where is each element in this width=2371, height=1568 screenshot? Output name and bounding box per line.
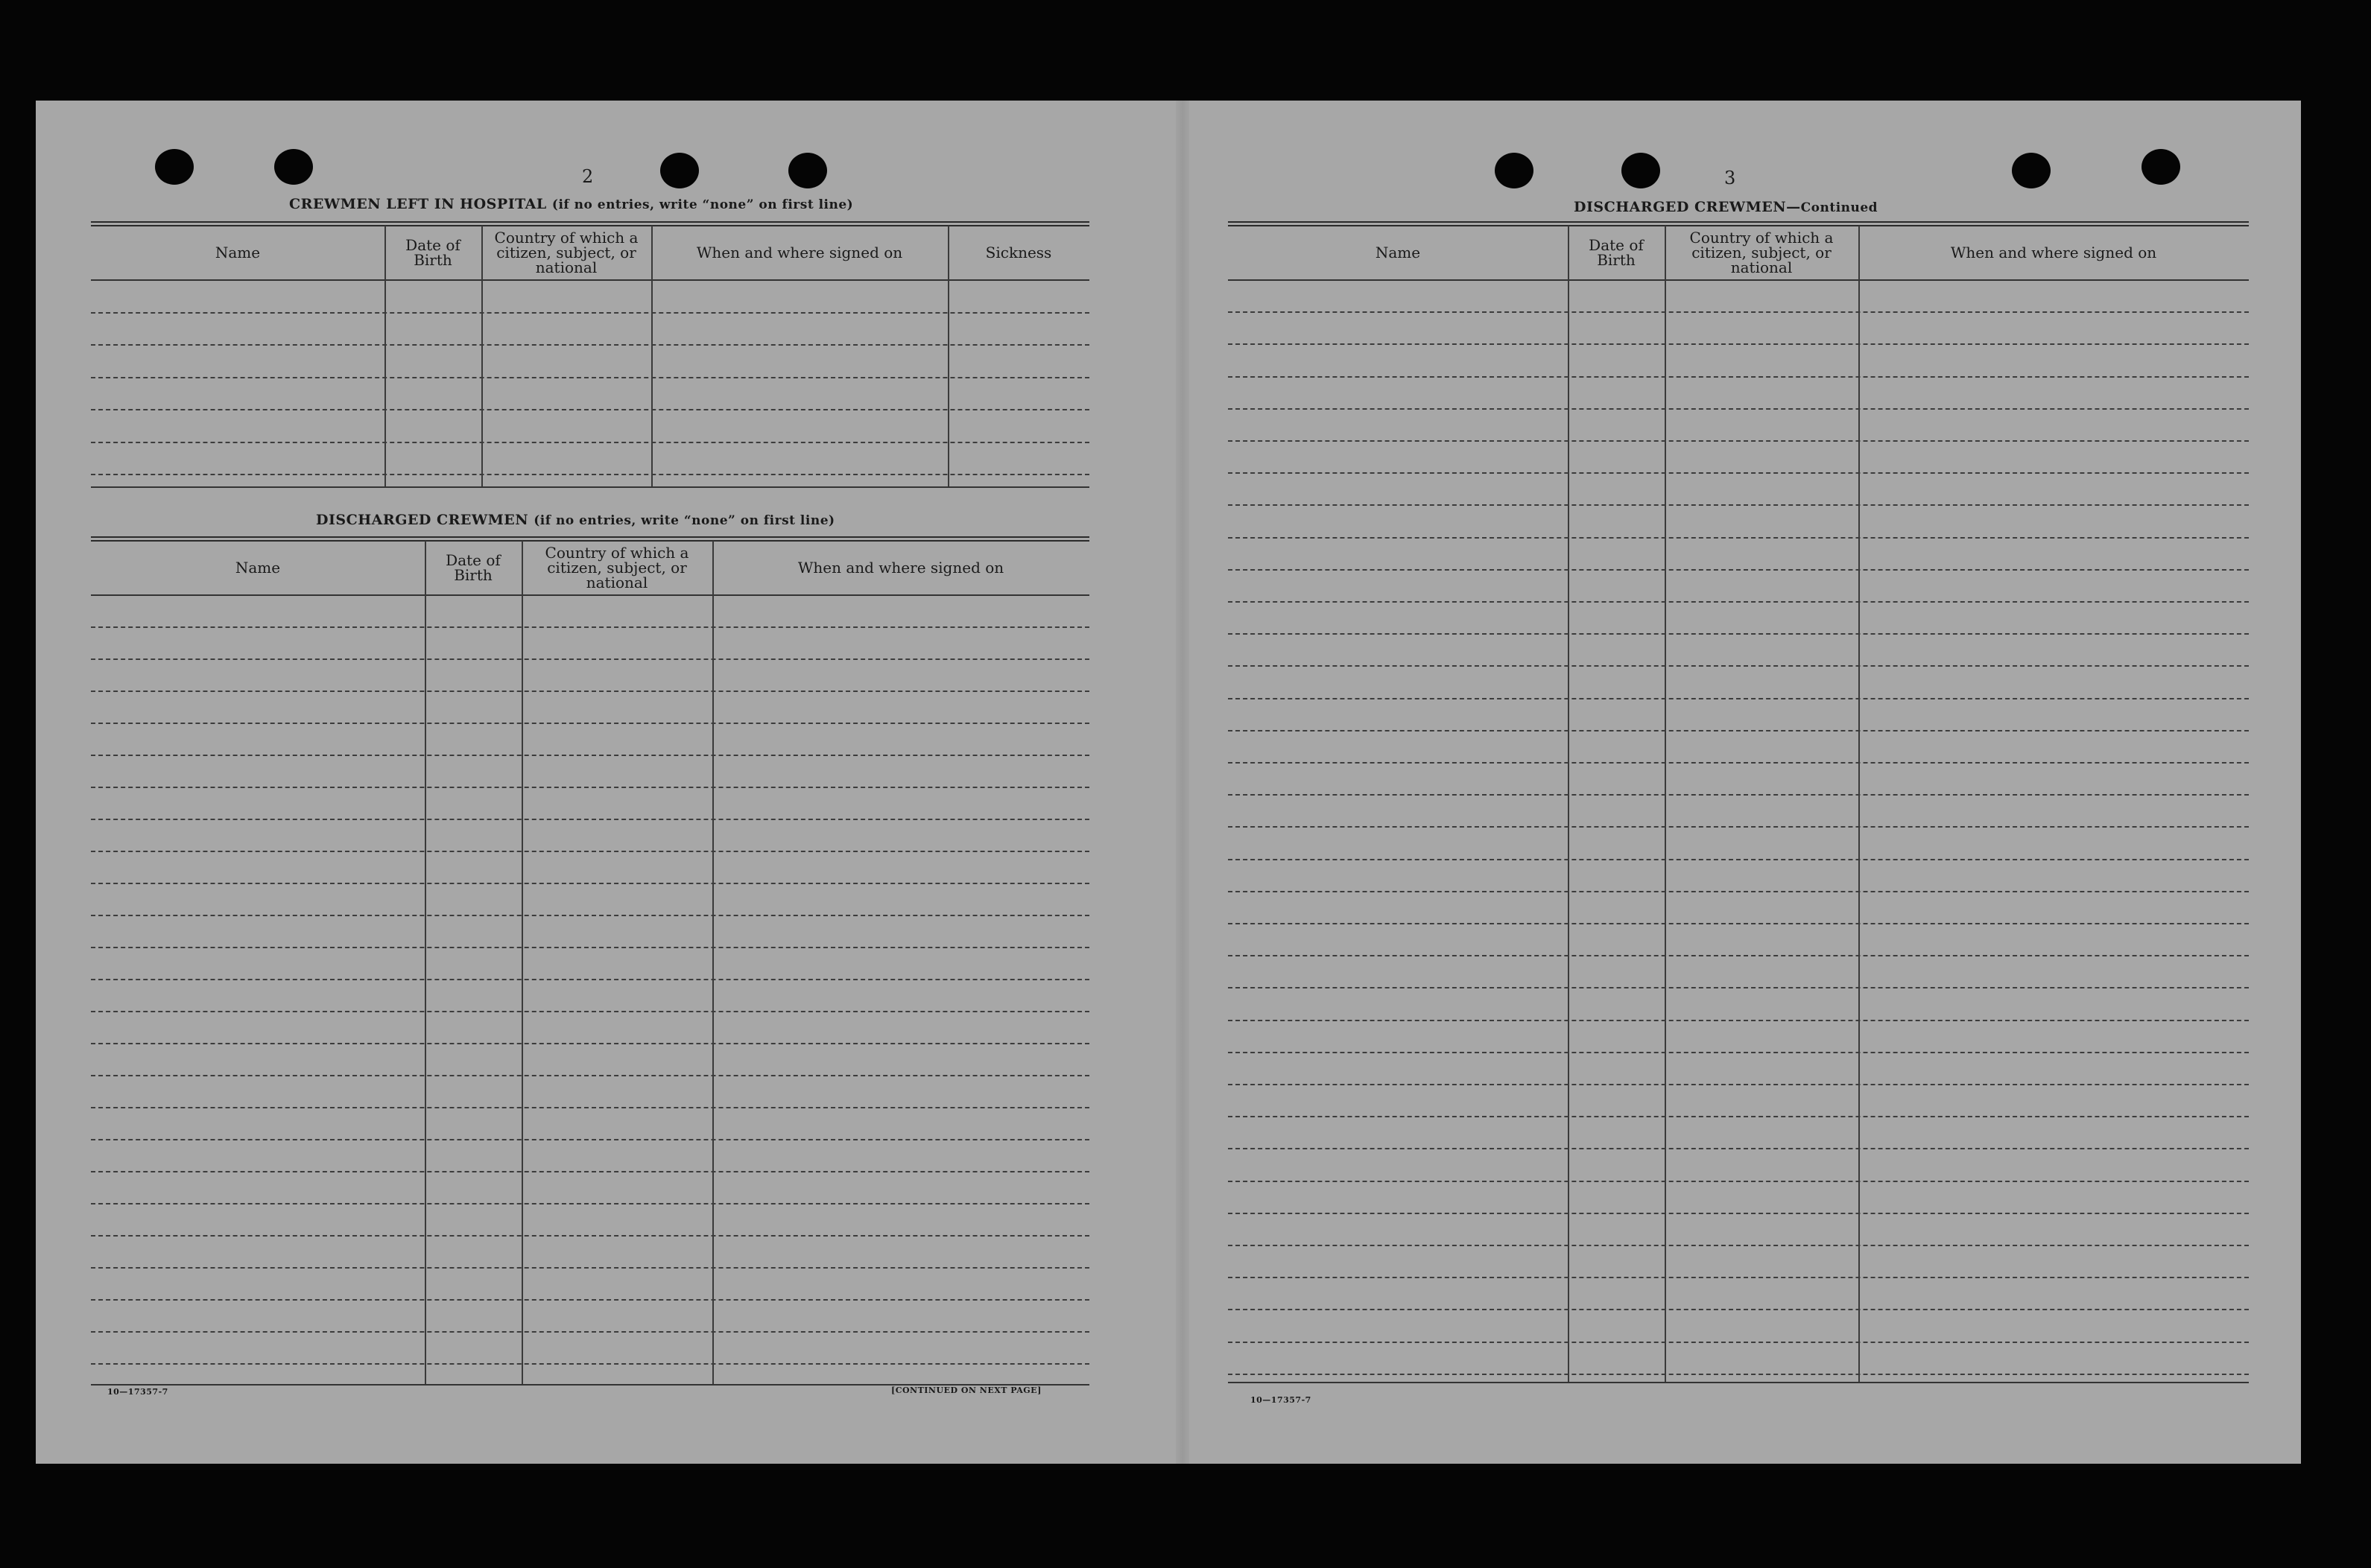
table-row-line <box>91 947 1089 948</box>
table-row-line <box>1228 859 2249 860</box>
table-row-line <box>1228 343 2249 345</box>
table-row-line <box>1228 762 2249 764</box>
column-header: Name <box>215 244 261 261</box>
table-row-line <box>1228 730 2249 731</box>
table-row-line <box>91 409 1089 410</box>
table-row-line <box>91 312 1089 314</box>
column-divider <box>712 541 714 1386</box>
table-row-line <box>91 1331 1089 1333</box>
discharged-table <box>91 536 1089 1386</box>
column-divider <box>1568 226 1569 1383</box>
column-header: Country of which a citizen, subject, or national <box>545 544 689 591</box>
discharged-section-title: DISCHARGED CREWMEN (if no entries, write “none” on first line) <box>316 512 835 528</box>
table-row-line <box>91 755 1089 756</box>
column-divider <box>1665 226 1666 1383</box>
table-row-line <box>91 377 1089 378</box>
table-row-line <box>1228 794 2249 796</box>
column-divider <box>651 226 653 488</box>
table-row-line <box>1228 955 2249 956</box>
table-row-line <box>91 344 1089 346</box>
table-row-line <box>91 1139 1089 1140</box>
table-row-line <box>91 787 1089 788</box>
column-header: Name <box>235 559 281 577</box>
hospital-section-title: CREWMEN LEFT IN HOSPITAL (if no entries, write “none” on first line) <box>289 196 854 212</box>
table-row-line <box>1228 1213 2249 1214</box>
table-row-line <box>91 915 1089 916</box>
table-row-line <box>1228 1116 2249 1117</box>
discharged-continued-table <box>1228 221 2249 1383</box>
table-row-line <box>1228 569 2249 571</box>
table-row-line <box>1228 665 2249 667</box>
table-row-line <box>91 819 1089 820</box>
header-rule <box>91 279 1089 281</box>
table-row-line <box>1228 1245 2249 1246</box>
table-row-line <box>1228 440 2249 442</box>
column-divider <box>522 541 523 1386</box>
table-bottom-rule <box>1228 1382 2249 1383</box>
table-top-rule <box>91 225 1089 226</box>
table-row-line <box>1228 987 2249 988</box>
table-row-line <box>1228 311 2249 313</box>
table-row-line <box>91 1203 1089 1204</box>
table-row-line <box>1228 826 2249 828</box>
table-row-line <box>1228 1374 2249 1375</box>
table-row-line <box>1228 601 2249 603</box>
table-row-line <box>91 1107 1089 1108</box>
column-header: Date of Birth <box>1589 236 1644 269</box>
punch-hole <box>2142 149 2180 185</box>
header-rule <box>91 594 1089 596</box>
hospital-table <box>91 221 1089 488</box>
column-divider <box>425 541 426 1386</box>
table-row-line <box>1228 408 2249 410</box>
form-number: 10—17357-7 <box>107 1387 168 1397</box>
table-row-line <box>91 979 1089 980</box>
column-header: Country of which a citizen, subject, or national <box>1689 229 1834 276</box>
table-row-line <box>91 1043 1089 1044</box>
column-header: When and where signed on <box>797 559 1004 577</box>
column-divider <box>1858 226 1860 1383</box>
column-header: Name <box>1375 244 1421 261</box>
punch-hole <box>788 153 827 188</box>
table-row-line <box>91 1267 1089 1269</box>
form-number: 10—17357-7 <box>1250 1395 1311 1405</box>
table-row-line <box>1228 698 2249 699</box>
table-row-line <box>1228 537 2249 539</box>
table-row-line <box>1228 472 2249 474</box>
column-divider <box>481 226 483 488</box>
column-header: Country of which a citizen, subject, or national <box>494 229 639 276</box>
header-rule <box>1228 279 2249 281</box>
table-row-line <box>1228 376 2249 378</box>
document-sheet <box>36 101 2301 1464</box>
column-header: Date of Birth <box>405 236 460 269</box>
table-row-line <box>91 626 1089 628</box>
punch-hole <box>2012 153 2051 188</box>
column-divider <box>948 226 949 488</box>
table-top-rule <box>91 221 1089 223</box>
punch-hole <box>155 149 194 185</box>
column-header: When and where signed on <box>696 244 903 261</box>
table-row-line <box>1228 1309 2249 1310</box>
table-row-line <box>1228 504 2249 506</box>
table-top-rule <box>1228 225 2249 226</box>
column-header: When and where signed on <box>1950 244 2157 261</box>
table-row-line <box>1228 1052 2249 1053</box>
table-row-line <box>1228 1181 2249 1182</box>
table-top-rule <box>91 536 1089 538</box>
table-top-rule <box>1228 221 2249 223</box>
table-row-line <box>91 1299 1089 1301</box>
table-row-line <box>1228 633 2249 635</box>
table-bottom-rule <box>91 486 1089 488</box>
table-row-line <box>91 1235 1089 1237</box>
table-row-line <box>1228 1277 2249 1278</box>
table-row-line <box>91 1363 1089 1365</box>
table-row-line <box>91 474 1089 475</box>
table-row-line <box>1228 923 2249 924</box>
table-row-line <box>91 883 1089 884</box>
column-divider <box>384 226 386 488</box>
page-fold <box>1176 101 1189 1464</box>
column-header: Sickness <box>985 244 1052 261</box>
table-row-line <box>91 1171 1089 1172</box>
continued-note: [CONTINUED ON NEXT PAGE] <box>891 1386 1042 1395</box>
punch-hole <box>660 153 699 188</box>
column-header: Date of Birth <box>446 551 501 584</box>
table-row-line <box>1228 1342 2249 1343</box>
punch-hole <box>274 149 313 185</box>
table-row-line <box>91 691 1089 692</box>
page-number: 2 <box>582 166 594 187</box>
discharged-continued-title: DISCHARGED CREWMEN—Continued <box>1574 199 1878 215</box>
table-row-line <box>1228 891 2249 892</box>
table-row-line <box>91 723 1089 724</box>
punch-hole <box>1621 153 1660 188</box>
punch-hole <box>1495 153 1533 188</box>
page-number: 3 <box>1724 168 1736 188</box>
table-row-line <box>1228 1020 2249 1021</box>
table-row-line <box>91 851 1089 852</box>
table-row-line <box>1228 1148 2249 1149</box>
table-row-line <box>91 1011 1089 1012</box>
table-row-line <box>91 442 1089 443</box>
table-row-line <box>91 1075 1089 1076</box>
table-row-line <box>91 658 1089 660</box>
table-top-rule <box>91 540 1089 542</box>
table-row-line <box>1228 1084 2249 1085</box>
